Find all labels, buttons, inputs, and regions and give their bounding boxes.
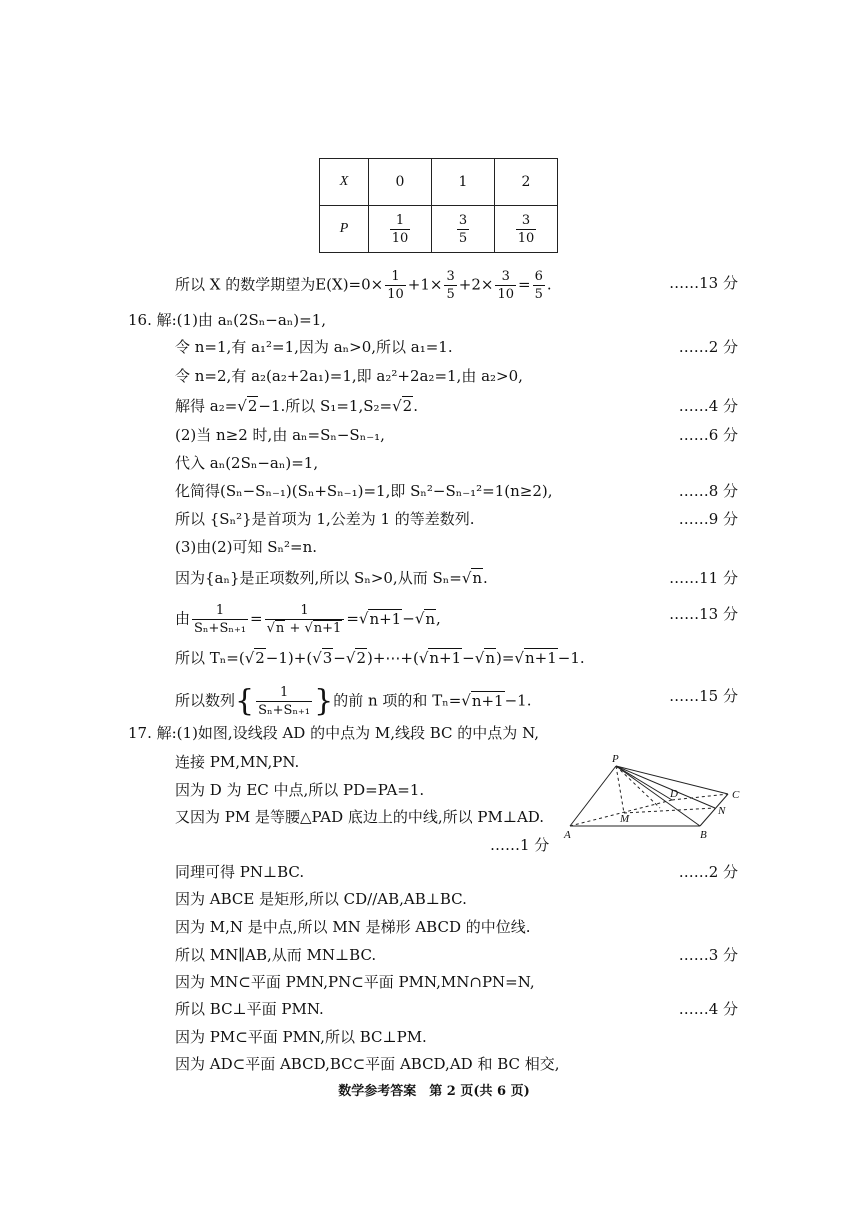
edge-pa <box>570 766 616 826</box>
score-mark: ……8 分 <box>678 482 738 500</box>
table-header-x: X <box>320 159 369 206</box>
table-cell: 0 <box>369 159 432 206</box>
label-m: M <box>620 813 630 825</box>
p16-line-2: 令 n=1,有 a₁²=1,因为 aₙ>0,所以 a₁=1. <box>175 338 453 356</box>
p16-line-9: (3)由(2)可知 Sₙ²=n. <box>175 538 318 556</box>
score-mark: ……13 分 <box>669 274 738 292</box>
score-mark: ……9 分 <box>678 510 738 528</box>
table-cell: 1 <box>432 159 495 206</box>
score-mark: ……2 分 <box>678 863 738 881</box>
p16-line-13: 所以数列{ $\frac{1}{\text{Sₙ+Sₙ₊₁}}$ }的前 n 项的和 Tₙ=√n+1−1. <box>175 683 532 719</box>
p17-line-6: 因为 ABCE 是矩形,所以 CD//AB,AB⊥BC. <box>175 890 467 908</box>
p16-line-1: 16. 解:(1)由 aₙ(2Sₙ−aₙ)=1, <box>128 311 327 329</box>
edge-pd <box>616 766 672 800</box>
p17-line-12: 因为 AD⊂平面 ABCD,BC⊂平面 ABCD,AD 和 BC 相交, <box>175 1055 560 1073</box>
p16-line-12: 所以 Tₙ=(√2−1)+(√3−√2)+⋯+(√n+1−√n)=√n+1−1. <box>175 649 585 667</box>
score-mark: ……1 分 <box>490 836 550 854</box>
table-header-p: P <box>320 206 369 253</box>
score-mark: ……6 分 <box>678 426 738 444</box>
p17-line-8: 所以 MN∥AB,从而 MN⊥BC. <box>175 946 377 964</box>
p16-line-5: (2)当 n≥2 时,由 aₙ=Sₙ−Sₙ₋₁, <box>175 426 385 444</box>
distribution-table <box>319 158 558 253</box>
table-cell: $\frac{3}{5}$ <box>432 206 495 253</box>
table-cell: $\frac{1}{10}$ <box>369 206 432 253</box>
score-mark: ……15 分 <box>669 687 738 705</box>
label-n: N <box>718 805 726 817</box>
p17-line-11: 因为 PM⊂平面 PMN,所以 BC⊥PM. <box>175 1028 427 1046</box>
p17-line-2: 连接 PM,MN,PN. <box>175 753 300 771</box>
p16-line-8: 所以 {Sₙ²}是首项为 1,公差为 1 的等差数列. <box>175 510 475 528</box>
page-footer: 数学参考答案 第 2 页(共 6 页) <box>338 1084 530 1099</box>
p16-line-11: 由 $\frac{1}{\text{Sₙ+Sₙ₊₁}}$ = $\frac{1}{√n + √n+1}$ =√n+1−√n, <box>175 603 441 636</box>
p16-line-4: 解得 a₂=√2−1.所以 S₁=1,S₂=√2. <box>175 397 418 415</box>
score-mark: ……4 分 <box>678 1000 738 1018</box>
edge-mn <box>624 808 715 813</box>
pyramid-figure <box>560 750 750 842</box>
label-b: B <box>700 829 707 841</box>
score-mark: ……2 分 <box>678 338 738 356</box>
p17-line-5: 同理可得 PN⊥BC. <box>175 863 305 881</box>
edge-pm <box>616 766 624 813</box>
p17-line-3: 因为 D 为 EC 中点,所以 PD=PA=1. <box>175 781 425 799</box>
p16-line-3: 令 n=2,有 a₂(a₂+2a₁)=1,即 a₂²+2a₂=1,由 a₂>0, <box>175 367 523 385</box>
p16-line-10: 因为{aₙ}是正项数列,所以 Sₙ>0,从而 Sₙ=√n. <box>175 569 488 587</box>
table-cell: $\frac{3}{10}$ <box>495 206 558 253</box>
p16-line-7: 化简得(Sₙ−Sₙ₋₁)(Sₙ+Sₙ₋₁)=1,即 Sₙ²−Sₙ₋₁²=1(n≥2), <box>175 482 553 500</box>
p17-line-10: 所以 BC⊥平面 PMN. <box>175 1000 324 1018</box>
p17-line-9: 因为 MN⊂平面 PMN,PN⊂平面 PMN,MN∩PN=N, <box>175 973 535 991</box>
score-mark: ……13 分 <box>669 605 738 623</box>
label-c: C <box>732 789 740 801</box>
p17-line-1: 17. 解:(1)如图,设线段 AD 的中点为 M,线段 BC 的中点为 N, <box>128 724 540 742</box>
edge-dc <box>672 794 728 800</box>
expectation-line: 所以 X 的数学期望为E(X)=0× $\frac{1}{10}$ +1× $\frac{3}{5}$ +2× $\frac{3}{10}$ = $\frac{6}{5}$ . <box>175 269 552 302</box>
score-mark: ……11 分 <box>669 569 738 587</box>
score-mark: ……3 分 <box>678 946 738 964</box>
label-a: A <box>564 829 571 841</box>
label-d: D <box>670 788 678 800</box>
table-cell: 2 <box>495 159 558 206</box>
label-p: P <box>612 753 619 765</box>
p17-line-4: 又因为 PM 是等腰△PAD 底边上的中线,所以 PM⊥AD. <box>175 808 545 826</box>
score-mark: ……4 分 <box>678 397 738 415</box>
p17-line-7: 因为 M,N 是中点,所以 MN 是梯形 ABCD 的中位线. <box>175 918 531 936</box>
p16-line-6: 代入 aₙ(2Sₙ−aₙ)=1, <box>175 454 319 472</box>
edge-po <box>616 766 660 808</box>
